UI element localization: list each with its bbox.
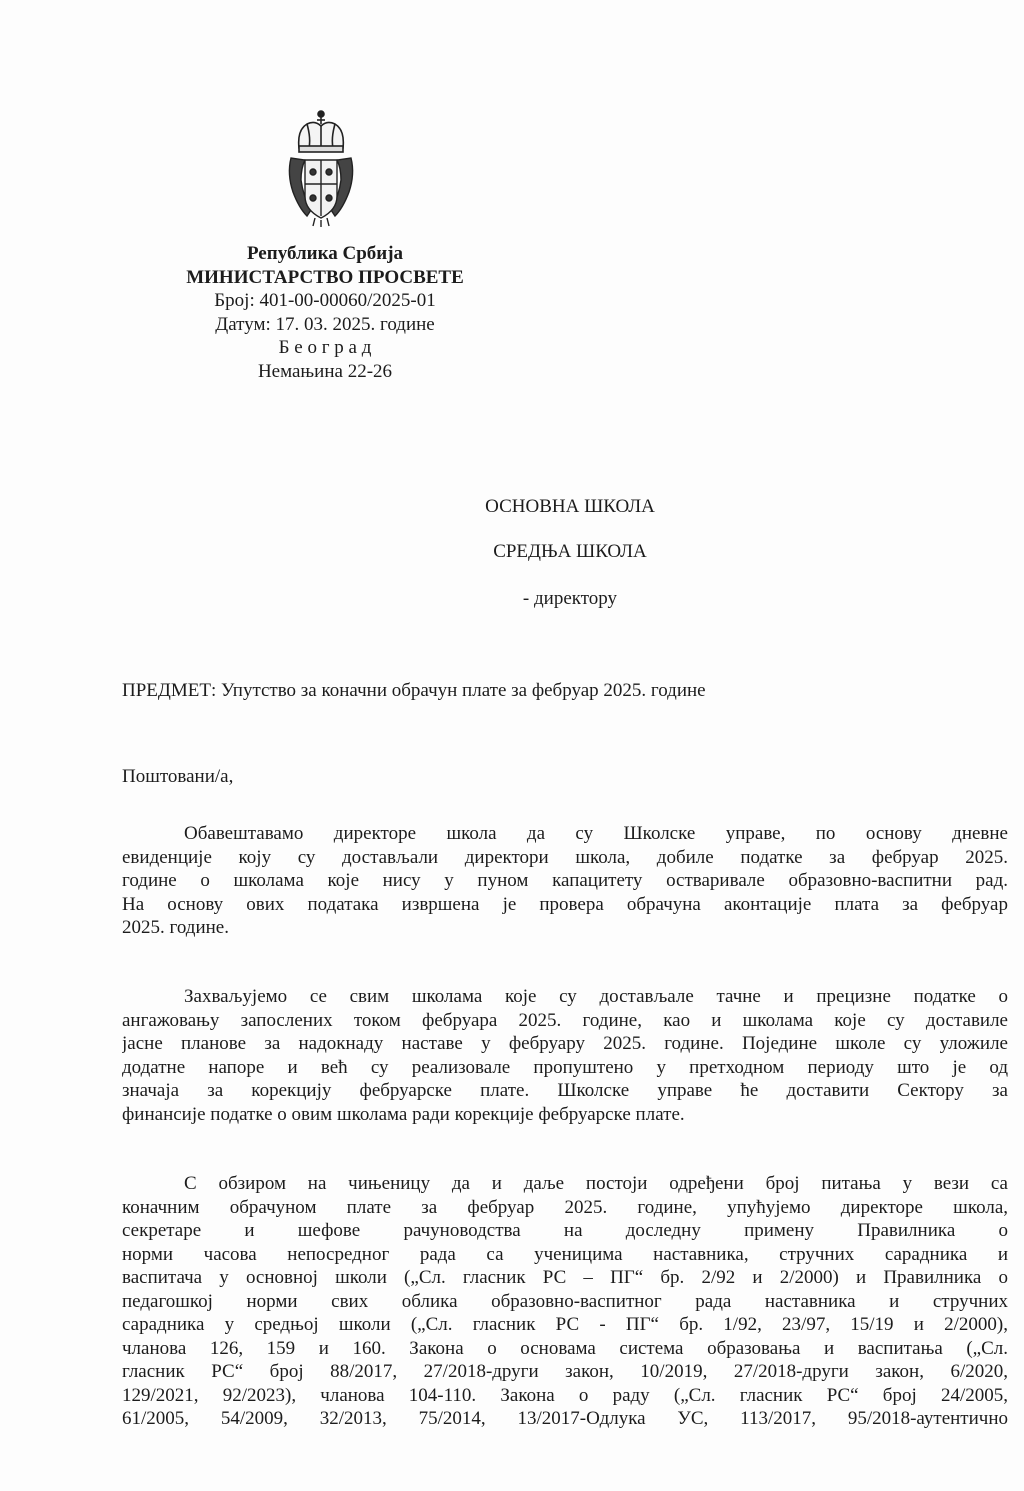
paragraph-line: педагошкој норми свих облика образовно-васпитног рада наставника и стручних [122, 1290, 1008, 1312]
paragraph-line: чланова 126, 159 и 160. Закона о основама система образовања и васпитања („Сл. [122, 1337, 1008, 1359]
paragraph-line: коначним обрачуном плате за фебруар 2025. године, упућујемо директоре школа, [122, 1196, 1008, 1218]
coat-of-arms-icon [285, 104, 357, 228]
paragraph-line: секретаре и шефове рачуноводства на доследну примену Правилника о [122, 1220, 1008, 1241]
document-date: Датум: 17. 03. 2025. године [215, 313, 435, 335]
paragraph-line: Захваљујемо се свим школама које су достављале тачне и прецизне податке о [184, 986, 1008, 1007]
paragraph-line: С обзиром на чињеницу да и даље постоји одређени број питања у вези са [184, 1173, 1008, 1194]
country-name: Република Србија [246, 243, 404, 264]
city-name: Б е о г р а д [278, 337, 372, 358]
paragraph-3 [122, 1172, 1008, 1431]
recipient-director: - директору [522, 588, 618, 609]
paragraph-line: значаја за корекцију фебруарске плате. Школске управе ће доставити Сектору за [122, 1080, 1008, 1101]
recipient-secondary-school: СРЕДЊА ШКОЛА [493, 541, 647, 562]
paragraph-line: васпитача у основној школи („Сл. гласник РС – ПГ“ бр. 2/92 и 2/2000) и Правилника о [122, 1267, 1008, 1288]
paragraph-line: сарадника у средњој школи („Сл. гласник РС - ПГ“ бр. 1/92, 23/97, 15/19 и 2/2000), [122, 1314, 1008, 1335]
ministry-name: МИНИСТАРСТВО ПРОСВЕТЕ [186, 266, 464, 288]
paragraph-1 [122, 822, 1008, 940]
letterhead [150, 242, 500, 383]
document-number: Број: 401-00-00060/2025-01 [214, 290, 436, 311]
paragraph-line: 129/2021, 92/2023), чланова 104-110. Закона о раду („Сл. гласник РС“ број 24/2005, [122, 1384, 1008, 1406]
paragraph-line: јасне планове за надокнаду наставе у фебруару 2025. године. Поједине школе су уложиле [122, 1033, 1008, 1054]
paragraph-line: Обавештавамо директоре школа да су Школске управе, по основу дневне [184, 823, 1008, 844]
greeting: Поштовани/а, [122, 766, 234, 787]
paragraph-line: На основу ових података извршена је провера обрачуна аконтације плата за фебруар [122, 893, 1008, 915]
paragraph-line: додатне напоре и већ су реализовале пропуштено у претходном периоду што је од [122, 1056, 1008, 1078]
subject-line: ПРЕДМЕТ: Упутство за коначни обрачун плате за фебруар 2025. године [122, 680, 706, 701]
recipient-primary-school: ОСНОВНА ШКОЛА [485, 496, 655, 517]
paragraph-line: 61/2005, 54/2009, 32/2013, 75/2014, 13/2017-Одлука УС, 113/2017, 95/2018-аутентично [122, 1408, 1008, 1429]
paragraph-line: норми часова непосредног рада са ученицима наставника, стручних сарадника и [122, 1243, 1008, 1265]
paragraph-2 [122, 985, 1008, 1126]
paragraph-line: евиденције коју су достављали директори школа, добиле податке за фебруар 2025. [122, 846, 1008, 868]
paragraph-line: 2025. године. [122, 917, 229, 938]
address: Немањина 22-26 [257, 360, 393, 382]
paragraph-line: гласник РС“ број 88/2017, 27/2018-други закон, 10/2019, 27/2018-други закон, 6/2020, [122, 1361, 1008, 1382]
paragraph-line: године о школама које нису у пуном капацитету остваривале образовно-васпитни рад. [122, 870, 1008, 891]
paragraph-line: финансије податке о овим школама ради корекције фебруарске плате. [122, 1103, 685, 1125]
paragraph-line: ангажовању запослених током фебруара 2025. године, као и школама које су доставиле [122, 1009, 1008, 1031]
